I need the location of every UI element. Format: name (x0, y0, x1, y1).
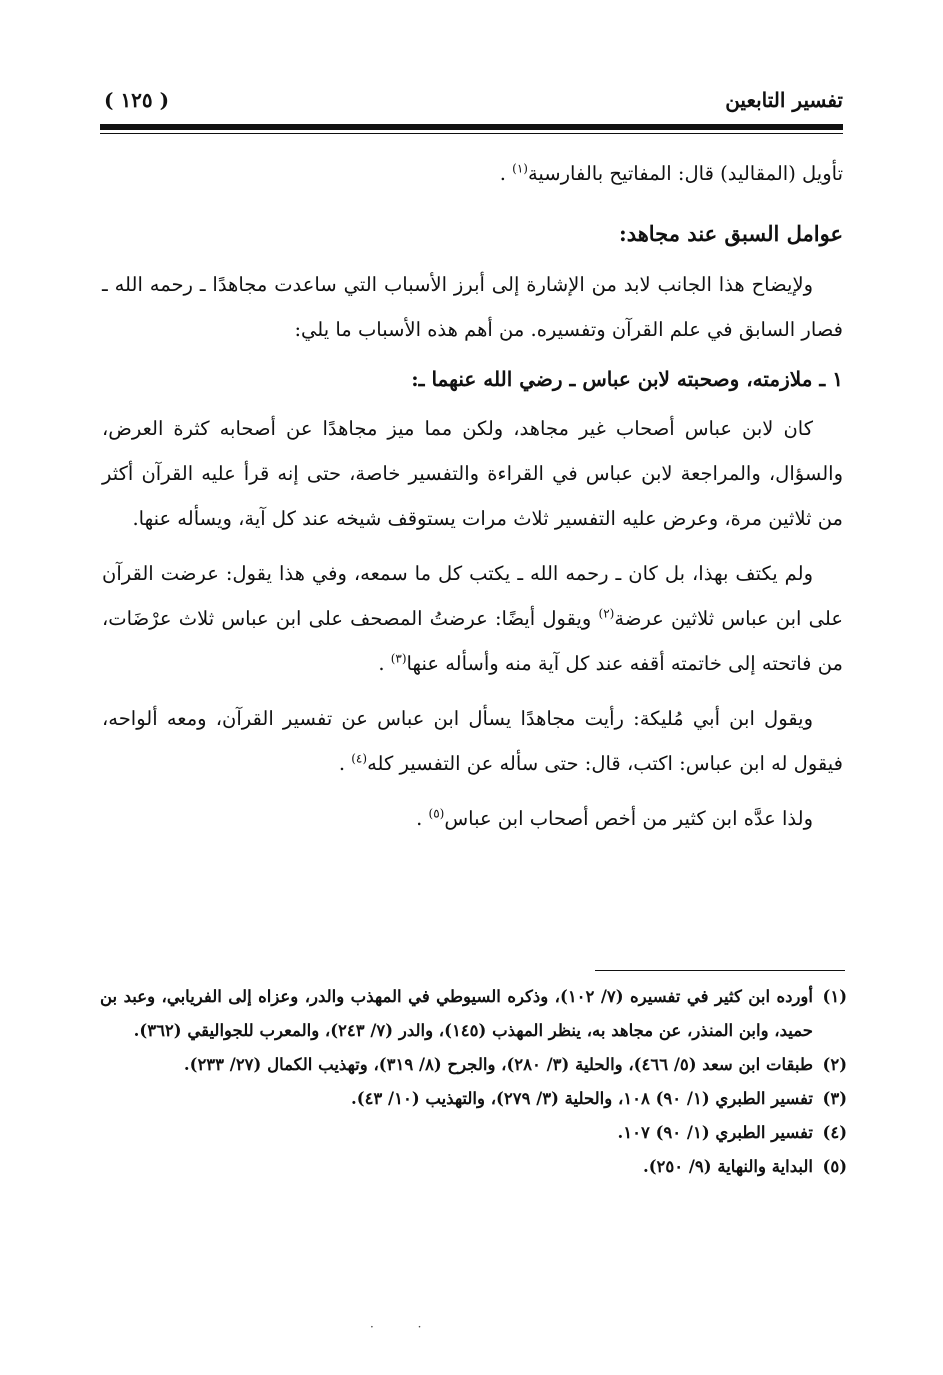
running-title: تفسير التابعين (725, 88, 843, 112)
paragraph-ibn-kathir: ولذا عدَّه ابن كثير من أخص أصحاب ابن عباس$^{(٥)}$ . (416, 806, 813, 830)
page-header (100, 84, 843, 124)
footnote-ref-1: (١) (512, 161, 528, 176)
main-text (102, 152, 843, 841)
footnote-item (100, 1082, 847, 1116)
footnote-text: البداية والنهاية (٩/ ٢٥٠). (642, 1157, 813, 1176)
footnotes (100, 980, 847, 1184)
header-rule-thin (100, 133, 843, 134)
footnote-ref-3: (٣) (390, 651, 407, 666)
footnote-number: (٤) (822, 1123, 847, 1142)
footnote-ref-5: (٥) (428, 806, 445, 821)
footnote-text: طبقات ابن سعد (٥/ ٤٦٦)، والحلية (٣/ ٢٨٠)، والجرح (٨/ ٣١٩)، وتهذيب الكمال (٢٧/ ٢٣٣). (183, 1055, 813, 1074)
subsection-heading: ١ ـ ملازمته، وصحبته لابن عباس ـ رضي الله عنهما ـ: (411, 367, 843, 391)
footnote-number: (٢) (822, 1055, 847, 1074)
footnote-item (100, 980, 847, 1048)
footnote-ref-4: (٤) (351, 751, 368, 766)
section-heading: عوامل السبق عند مجاهد: (618, 221, 843, 246)
footnote-number: (٥) (822, 1157, 847, 1176)
scan-marks: · · (370, 1320, 442, 1334)
page-number: ( ١٢٥ ) (104, 88, 170, 112)
paragraph-writing: ولم يكتف بهذا، بل كان ـ رحمه الله ـ يكتب كل ما سمعه، وفي هذا يقول: عرضت القرآن على ابن عباس ثلاثين عرضة$^{(٢)}$ ويقول أيضًا: عرضتُ المصحف على ابن عباس ثلاث عرْضَات، من فاتحته إلى خاتمته أقفه عند كل آية منه وأسأله عنها$^{(٣)}$ . (102, 562, 844, 675)
paragraph-companions: كان لابن عباس أصحاب غير مجاهد، ولكن مما ميز مجاهدًا عن أصحابه كثرة العرض، والسؤال، والمراجعة لابن عباس في القراءة والتفسير خاصة، حتى إنه قرأ عليه القرآن أكثر من ثلاثين مرة، وعرض عليه التفسير ثلاث مرات يستوقف شيخه عند كل آية، ويسأله عنها. (102, 417, 843, 530)
paragraph-mulaykah: ويقول ابن أبي مُليكة: رأيت مجاهدًا يسأل ابن عباس عن تفسير القرآن، ومعه ألواحه، فيقول له ابن عباس: اكتب، قال: حتى سأله عن التفسير كله$^{(٤)}$ . (102, 707, 843, 775)
header-rule-thick (100, 124, 843, 130)
footnote-item (100, 1150, 847, 1184)
footnote-item (100, 1048, 847, 1082)
footnote-number: (١) (822, 987, 847, 1006)
paragraph-intro: ولإيضاح هذا الجانب لابد من الإشارة إلى أبرز الأسباب التي ساعدت مجاهدًا ـ رحمه الله ـ فصار السابق في علم القرآن وتفسيره. من أهم هذه الأسباب ما يلي: (102, 273, 843, 341)
footnote-text: تفسير الطبري (١/ ٩٠) ١٠٨، والحلية (٣/ ٢٧٩)، والتهذيب (١٠/ ٤٣). (351, 1089, 813, 1108)
footnote-ref-2: (٢) (598, 606, 615, 621)
footnote-text: تفسير الطبري (١/ ٩٠) ١٠٧. (617, 1123, 813, 1142)
opening-line: تأويل (المقاليد) قال: المفاتيح بالفارسية$^{(١)}$ . (499, 161, 843, 185)
footnote-number: (٣) (822, 1089, 847, 1108)
footnote-text: أورده ابن كثير في تفسيره (٧/ ١٠٢)، وذكره السيوطي في المهذب والدر، وعزاه إلى الفريابي، وعبد بن حميد، وابن المنذر، عن مجاهد به، ينظر المهذب (١٤٥)، والدر (٧/ ٢٤٣)، والمعرب للجواليقي (٣٦٢). (100, 987, 813, 1040)
footnote-separator (595, 970, 845, 971)
footnote-item (100, 1116, 847, 1150)
